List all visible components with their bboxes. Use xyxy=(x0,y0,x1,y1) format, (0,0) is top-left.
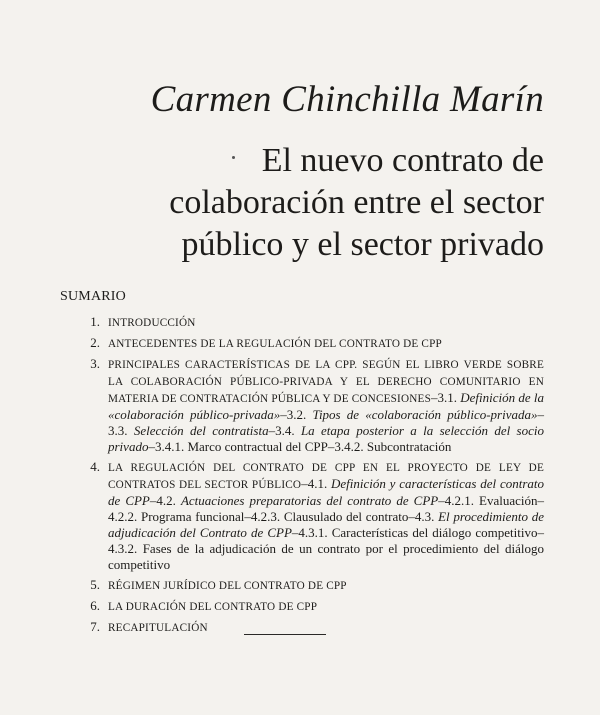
author-name: Carmen Chinchilla Marín xyxy=(150,79,544,120)
toc-item-number: 5. xyxy=(90,577,100,592)
end-rule xyxy=(244,634,326,635)
toc-item-number: 1. xyxy=(90,314,100,329)
toc-item-heading: INTRODUCCIÓN xyxy=(108,317,196,329)
toc-item-text xyxy=(108,577,544,594)
toc-subsection-title: El procedimiento de adjudicación del Contrato de CPP xyxy=(108,509,544,540)
toc-item-text xyxy=(108,356,544,455)
toc-item-text xyxy=(108,314,544,331)
toc-item xyxy=(80,598,544,615)
toc-item-heading: RÉGIMEN JURÍDICO DEL CONTRATO DE CPP xyxy=(108,580,347,592)
toc-item xyxy=(80,356,544,455)
toc-item-text xyxy=(108,335,544,352)
toc-subsection-text: –3.2. xyxy=(280,407,313,422)
toc-item-heading: LA REGULACIÓN DEL CONTRATO DE CPP EN EL PROYECTO DE LEY DE CONTRATOS DEL SECTOR PÚBLICO xyxy=(108,462,544,491)
toc-item xyxy=(80,577,544,594)
toc-item-heading: LA DURACIÓN DEL CONTRATO DE CPP xyxy=(108,601,318,613)
toc-item-heading: RECAPITULACIÓN xyxy=(108,622,208,634)
toc-item-text xyxy=(108,619,544,636)
toc-subsection-title: Tipos de «colaboración público-privada» xyxy=(312,407,538,422)
toc-subsection-text: –3.1. xyxy=(431,390,461,405)
toc-item-number: 6. xyxy=(90,598,100,613)
toc-item-text xyxy=(108,459,544,573)
toc-item-number: 3. xyxy=(90,356,100,371)
toc-item-heading: PRINCIPALES CARACTERÍSTICAS DE LA CPP. SEGÚN EL LIBRO VERDE SOBRE LA COLABORACIÓN PÚBLICO-PRIVADA Y EL DERECHO COMUNITARIO EN MATERIA DE CONTRATACIÓN PÚBLICA Y DE CONCESIONES xyxy=(108,359,544,405)
toc-subsection-text: –3.4.1. Marco contractual del CPP–3.4.2. Subcontratación xyxy=(148,439,452,454)
toc-subsection-text: –4.3.1. Características del diálogo competitivo–4.3.2. Fases de la adjudicación de un contrato por el procedimiento del diálogo competitivo xyxy=(108,525,544,572)
toc-item-text xyxy=(108,598,544,615)
toc-subsection-title: Selección del contratista xyxy=(133,423,269,438)
toc-item-number: 7. xyxy=(90,619,100,634)
title-line: El nuevo contrato de xyxy=(261,142,544,179)
toc-subsection-text: –3.3. xyxy=(108,407,544,438)
toc-item xyxy=(80,459,544,573)
toc-item xyxy=(80,335,544,352)
title-line: público y el sector privado xyxy=(181,226,544,263)
toc-subsection-text: –4.1. xyxy=(301,476,331,491)
title-line: colaboración entre el sector xyxy=(169,184,544,221)
table-of-contents xyxy=(80,314,544,640)
toc-subsection-text: –4.2. xyxy=(149,493,181,508)
toc-item-number: 4. xyxy=(90,459,100,474)
toc-item xyxy=(80,314,544,331)
toc-subsection-title: La etapa posterior a la selección del socio privado xyxy=(108,423,544,454)
toc-subsection-title: Definición de la «colaboración público-privada» xyxy=(108,390,545,422)
toc-item-number: 2. xyxy=(90,335,100,350)
toc-item-heading: ANTECEDENTES DE LA REGULACIÓN DEL CONTRATO DE CPP xyxy=(108,338,442,350)
toc-subsection-text: –4.2.1. Evaluación–4.2.2. Programa funcional–4.2.3. Clausulado del contrato–4.3. xyxy=(108,493,545,524)
toc-subsection-title: Actuaciones preparatorias del contrato de CPP xyxy=(180,493,439,508)
chapter-title xyxy=(169,140,544,266)
sumario-heading: SUMARIO xyxy=(60,289,126,304)
toc-subsection-title: Definición y características del contrato de CPP xyxy=(108,476,545,508)
toc-subsection-text: –3.4. xyxy=(268,423,301,438)
